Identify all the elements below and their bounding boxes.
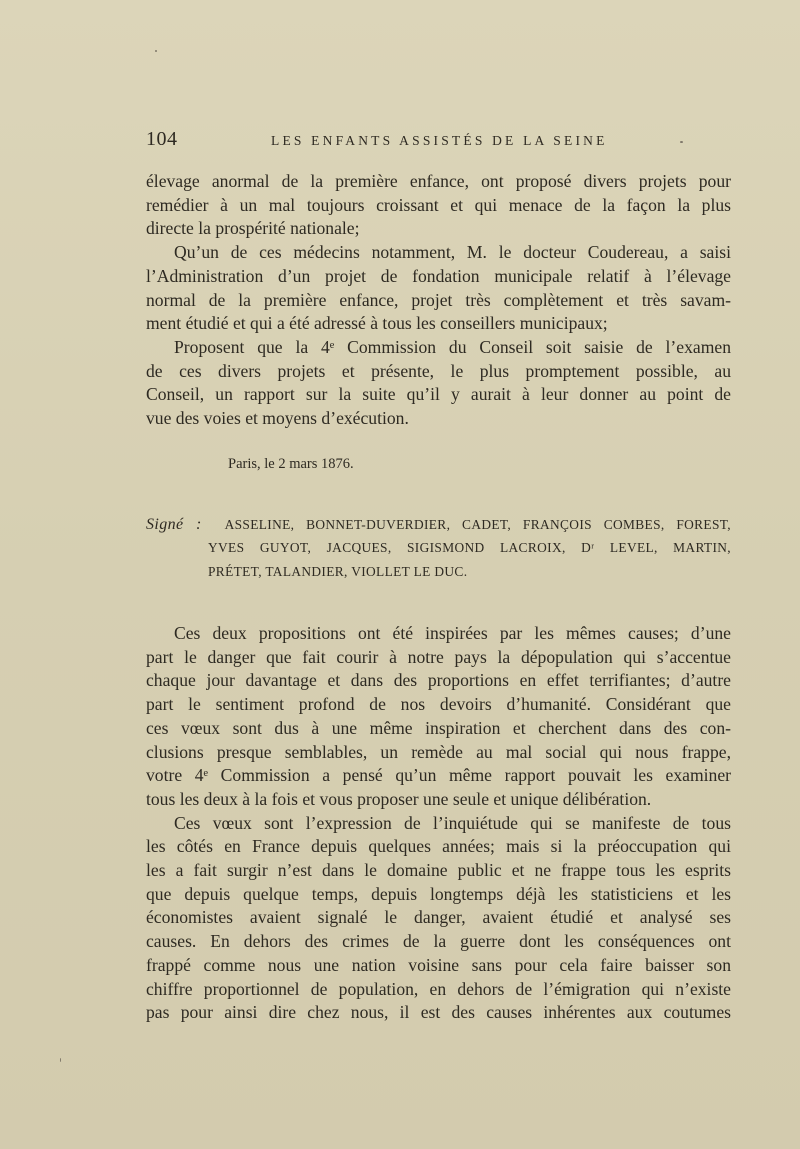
text-line: Conseil, un rapport sur la suite qu’il y aurait à leur donner au point de bbox=[146, 384, 731, 405]
text-line: économistes avaient signalé le danger, avaient étudié et analysé ses bbox=[146, 907, 731, 928]
page-number: 104 bbox=[146, 128, 178, 150]
text-line: les a fait surgir n’est dans le domaine public et ne frappe tous les esprits bbox=[146, 860, 731, 881]
text-line: part le danger que fait courir à notre pays la dépopulation qui s’accentue bbox=[146, 646, 731, 667]
text-line: de ces divers projets et présente, le plus promptement possible, au bbox=[146, 360, 731, 381]
text-line: élevage anormal de la première enfance, ont proposé divers projets pour bbox=[146, 171, 731, 191]
text-line: vue des voies et moyens d’exécution. bbox=[146, 408, 409, 429]
text-line: Ces deux propositions ont été inspirées par les mêmes causes; d’une bbox=[174, 623, 731, 643]
text-line: les côtés en France depuis quelques années; mais si la préoccupation qui bbox=[146, 836, 731, 857]
text-line: Proposent que la 4ᵉ Commission du Conseil soit saisie de l’examen bbox=[174, 336, 731, 357]
running-title: LES ENFANTS ASSISTÉS DE LA SEINE bbox=[271, 133, 608, 148]
text-line: normal de la première enfance, projet très complètement et très savam- bbox=[146, 289, 731, 310]
text-block-resolution bbox=[146, 170, 731, 431]
text-line: ces vœux sont dus à une même inspiration et cherchent dans des con- bbox=[146, 717, 731, 738]
text-line: directe la prospérité nationale; bbox=[146, 218, 360, 239]
signature-label: Signé : bbox=[146, 516, 202, 533]
signatory-names: ASSELINE, BONNET-DUVERDIER, CADET, FRANÇOIS COMBES, FOREST, bbox=[224, 517, 731, 532]
text-line: Qu’un de ces médecins notamment, M. le docteur Coudereau, a saisi bbox=[174, 242, 731, 263]
text-line: que depuis quelque temps, depuis longtemps déjà les statisticiens et les bbox=[146, 883, 731, 904]
paragraph bbox=[146, 622, 731, 812]
signature-line bbox=[146, 513, 731, 536]
paragraph bbox=[146, 336, 731, 431]
text-line: frappé comme nous une nation voisine sans pour cela faire baisser son bbox=[146, 954, 731, 975]
paper-speck bbox=[155, 50, 157, 52]
text-line: part le sentiment profond de nos devoirs d’humanité. Considérant que bbox=[146, 694, 731, 715]
dateline: Paris, le 2 mars 1876. bbox=[228, 456, 354, 472]
text-line: chaque jour davantage et dans des proportions en effet terrifiantes; d’autre bbox=[146, 670, 731, 691]
text-block-report bbox=[146, 622, 731, 1025]
signature-block bbox=[146, 513, 731, 583]
text-line: Ces vœux sont l’expression de l’inquiétude qui se manifeste de tous bbox=[174, 812, 731, 833]
signature-line: PRÉTET, TALANDIER, VIOLLET LE DUC. bbox=[208, 563, 468, 579]
signature-line: YVES GUYOT, JACQUES, SIGISMOND LACROIX, Dʳ LEVEL, MARTIN, bbox=[208, 540, 731, 556]
paragraph bbox=[146, 812, 731, 1025]
text-line: chiffre proportionnel de population, en dehors de l’émigration qui n’existe bbox=[146, 978, 731, 999]
page-header bbox=[146, 128, 731, 152]
text-line: pas pour ainsi dire chez nous, il est des causes inhérentes aux coutumes bbox=[146, 1002, 731, 1023]
text-line: causes. En dehors des crimes de la guerre dont les conséquences ont bbox=[146, 931, 731, 952]
paragraph bbox=[146, 241, 731, 336]
text-line: tous les deux à la fois et vous proposer une seule et unique délibération. bbox=[146, 788, 652, 809]
paper-speck bbox=[60, 1058, 61, 1062]
paragraph bbox=[146, 170, 731, 241]
text-line: votre 4ᵉ Commission a pensé qu’un même rapport pouvait les examiner bbox=[146, 765, 731, 786]
text-line: remédier à un mal toujours croissant et qui menace de la façon la plus bbox=[146, 194, 731, 215]
text-line: ment étudié et qui a été adressé à tous les conseillers municipaux; bbox=[146, 313, 608, 334]
text-line: l’Administration d’un projet de fondation municipale relatif à l’élevage bbox=[146, 265, 731, 286]
text-line: clusions presque semblables, un remède au mal social qui nous frappe, bbox=[146, 741, 731, 762]
